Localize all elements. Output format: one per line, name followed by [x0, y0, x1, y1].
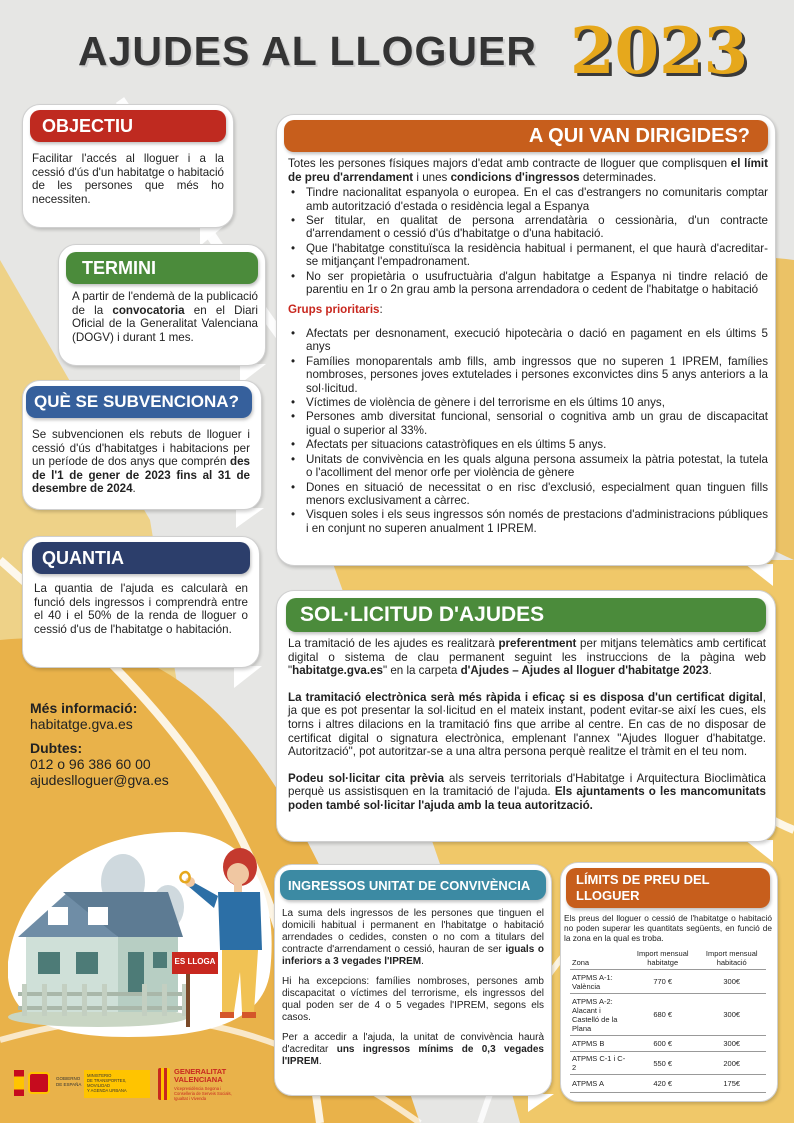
- solicitud-p1-a: La tramitació de les ajudes es realitzarà: [288, 637, 499, 650]
- group-item: • Afectats per desnonament, execució hipotecària o dació en pagament en els últims 5 anys: [288, 327, 768, 354]
- group-item: • Dones en situació de necessitat o en risc d'exclusió, especialment quan tinguen fills menors exclusivament a càrrec.: [288, 481, 768, 508]
- groups-list: [288, 327, 768, 535]
- conselleria-line1: Vicepresidència Segona i: [174, 1086, 222, 1091]
- col-habitatge: Import mensual habitatge: [628, 947, 697, 970]
- solicitud-p2-c: , ja que es pot presentar la sol·licitud en el mateix instant, podent evitar-se així les cues, els torns i altres dilacions en la tramitació fins que arribe al centre. En cas de no disposar de certificat digital o signatura electrònica, emplenant l'annex "Ajudes lloguer d'habitatge. Autorització", pot autoritzar-se a una altra persona perquè realitze el tràmit en el teu nom.: [288, 690, 766, 759]
- quantia-heading: QUANTIA: [32, 542, 250, 574]
- termini-text: [72, 290, 258, 344]
- info-email[interactable]: ajudeslloguer@gva.es: [30, 772, 169, 788]
- ingressos-body: [282, 908, 544, 1068]
- page-title: AJUDES AL LLOGUER: [78, 28, 537, 74]
- cell-habitatge: 420 €: [628, 1075, 697, 1093]
- solicitud-p1-b: preferentment: [498, 637, 577, 650]
- info-block: [30, 700, 250, 788]
- solicitud-p2: [288, 691, 766, 759]
- cell-habitacio: 300€: [697, 970, 766, 994]
- ingressos-p1: [282, 908, 544, 968]
- solicitud-p3-d: Els ajuntaments o les mancomunitats poden també sol·licitar l'ajuda amb la teua autorització.: [288, 785, 766, 812]
- termini-heading: TERMINI: [66, 252, 258, 284]
- solicitud-p3: [288, 772, 766, 813]
- quantia-tail: [234, 666, 262, 688]
- gva-line2: VALENCIANA: [174, 1075, 223, 1084]
- solicitud-p3-c: als serveis territorials d'Habitatge i Arquitectura Bioclimàtica perquè us assistisquen en la tramitació de l'ajuda.: [288, 771, 766, 799]
- cell-habitacio: 200€: [697, 1052, 766, 1075]
- conselleria-line3: Igualtat i Vivenda: [174, 1096, 207, 1101]
- ministerio-box: [84, 1070, 150, 1098]
- dirigides-tail: [745, 564, 773, 586]
- cell-habitatge: 680 €: [628, 994, 697, 1036]
- col-habitacio: Import mensual habitació: [697, 947, 766, 970]
- dubtes-label: Dubtes:: [30, 740, 83, 756]
- dirigides-intro-b1: el límit de preu d'arrendament: [288, 157, 768, 184]
- solicitud-p1-e: " en la carpeta: [382, 664, 461, 678]
- group-item: • Víctimes de violència de gènere i del terrorisme en els últims 10 anys,: [288, 396, 768, 409]
- group-item: • Afectats per situacions catastròfiques en els últims 5 anys.: [288, 438, 768, 451]
- gobierno-label: [56, 1076, 81, 1087]
- cell-habitacio: 300€: [697, 1036, 766, 1052]
- requirement-item: • Tindre nacionalitat espanyola o europea. En el cas d'estrangers no comunitaris comptar amb autorització d'estada o residència legal a Espanya: [288, 186, 768, 213]
- cell-zona: ATPMS A-1: València: [570, 970, 628, 994]
- solicitud-p1: [288, 637, 766, 678]
- cell-habitatge: 600 €: [628, 1036, 697, 1052]
- solicitud-p1-c: per mitjans telemàtics amb certificat digital o sistema de clau permanent seguint les instruccions de la pàgina web ": [288, 637, 766, 678]
- limits-intro: Els preus del lloguer o cessió de l'habitatge o habitació no poden superar les quantitats següents, en funció de la zona en la qual es troba.: [564, 913, 772, 943]
- groups-heading: [288, 303, 768, 317]
- gva-label: [174, 1068, 226, 1084]
- cell-zona: ATPMS C-1 i C-2: [570, 1052, 628, 1075]
- dirigides-intro-b2: condicions d'ingressos: [450, 170, 580, 184]
- info-website[interactable]: habitatge.gva.es: [30, 716, 133, 732]
- ingressos-p2: Hi ha excepcions: famílies nombroses, persones amb discapacitat o víctimes del terrorisme, els ingressos del qual poden ser de 4 o 5 vegades l'IPREM, segons els casos.: [282, 976, 544, 1023]
- ingressos-p1-c: .: [421, 956, 424, 967]
- page-year: 2023: [570, 14, 749, 89]
- limits-table: [570, 947, 766, 1093]
- dirigides-intro-c: i unes: [413, 170, 451, 184]
- gva-line1: GENERALITAT: [174, 1067, 227, 1076]
- termini-text-bold: convocatoria: [112, 303, 185, 317]
- info-label: Més informació:: [30, 700, 138, 716]
- min-line1: MINISTERIO: [87, 1073, 112, 1078]
- subvenciona-text-b: .: [132, 482, 136, 496]
- ingressos-p3-a: Per a accedir a l'ajuda, la unitat de convivència haurà d'acreditar: [282, 1032, 544, 1055]
- termini-text-a: A partir de l'endemà de la publicació de la: [72, 290, 258, 317]
- group-item: • Visquen soles i els seus ingressos són només de prestacions d'administracions públiques i en conjunt no superen anualment 1 IPREM.: [288, 508, 768, 535]
- subvenciona-tail: [236, 508, 264, 528]
- solicitud-heading: SOL·LICITUD D'AJUDES: [286, 598, 766, 632]
- solicitud-body: [288, 637, 766, 813]
- objectiu-tail: [200, 226, 224, 246]
- min-line3: Y AGENDA URBANA: [87, 1088, 127, 1093]
- limits-body: [564, 913, 772, 1093]
- objectiu-heading: OBJECTIU: [30, 110, 226, 142]
- groups-label: Grups prioritaris: [288, 303, 380, 317]
- ingressos-p3-b: uns ingressos mínims de 0,3 vegades l'IPREM: [282, 1044, 544, 1067]
- subvenciona-text-a: Se subvencionen els rebuts de lloguer i cessió d'ús d'habitatges i habitacions per un període de dos anys que comprén: [32, 428, 250, 469]
- house-illustration: [8, 812, 278, 1042]
- ingressos-p1-b: iguals o inferiors a 3 vegades l'IPREM: [282, 944, 544, 967]
- cell-habitacio: 175€: [697, 1075, 766, 1093]
- sign-text: ES LLOGA: [174, 957, 216, 966]
- cell-zona: ATPMS B: [570, 1036, 628, 1052]
- termini-text-b: en el Diari Oficial de la Generalitat Valenciana (DOGV) i durant 1 mes.: [72, 303, 258, 344]
- limits-heading: LÍMITS DE PREU DEL LLOGUER: [566, 868, 770, 908]
- solicitud-website[interactable]: habitatge.gva.es: [292, 664, 383, 678]
- col-zona: Zona: [570, 947, 628, 970]
- dirigides-intro-d: determinades.: [579, 170, 657, 184]
- group-item: • Persones amb diversitat funcional, sensorial o cognitiva amb un grau de discapacitat igual o superior al 33%.: [288, 410, 768, 437]
- footer-logos: [12, 1066, 272, 1106]
- min-line2: DE TRANSPORTES, MOVILIDAD: [87, 1078, 127, 1088]
- table-row: [570, 1052, 766, 1075]
- subvenciona-text-bold: des de l'1 de gener de 2023 fins al 31 de desembre de 2024: [32, 455, 250, 496]
- solicitud-p3-b: Podeu sol·licitar cita prèvia: [288, 771, 445, 785]
- table-row: [570, 970, 766, 994]
- dirigides-body: [288, 157, 768, 536]
- group-item: • Unitats de convivència en les quals alguna persona assumeix la pàtria potestat, la tutela o l'acolliment del menor orfe per violència de gènere: [288, 453, 768, 480]
- ingressos-p1-a: La suma dels ingressos de les persones que tinguen el domicili habitual i permanent en l'habitatge o habitació arrendades o cedides, consten o no com a titulars del contracte d'arrendament o cessió, hauran de ser: [282, 908, 544, 955]
- gob-line2: DE ESPAÑA: [56, 1081, 82, 1087]
- table-row: [570, 1075, 766, 1093]
- group-item: • Famílies monoparentals amb fills, amb ingressos que no superen 1 IPREM, famílies nombroses, persones joves extutelades i persones exconvictes dins 5 anys anteriors a la sol·licitud.: [288, 355, 768, 395]
- cell-habitatge: 770 €: [628, 970, 697, 994]
- info-phone[interactable]: 012 o 96 386 60 00: [30, 756, 151, 772]
- ingressos-p3-c: .: [318, 1056, 322, 1067]
- solicitud-tail: [745, 840, 773, 862]
- solicitud-p1-f: d'Ajudes – Ajudes al lloguer d'habitatge 2023: [460, 664, 709, 678]
- ingressos-heading: INGRESSOS UNITAT DE CONVIVÈNCIA: [280, 870, 546, 900]
- table-row: [570, 994, 766, 1036]
- conselleria-line2: Conselleria de Serveis Socials,: [174, 1091, 232, 1096]
- dirigides-intro-a: Totes les persones físiques majors d'edat amb contracte de lloguer que complisquen: [288, 157, 731, 170]
- cell-habitacio: 300€: [697, 994, 766, 1036]
- subvenciona-text: [32, 428, 250, 496]
- requirement-item: • No ser propietària o usufructuària d'algun habitatge a Espanya ni tindre relació de parentiu en 1r o 2n grau amb la persona arrendadora o cedent de l'habitatge o habitació: [288, 270, 768, 297]
- cell-zona: ATPMS A-2: Alacant i Castelló de la Plana: [570, 994, 628, 1036]
- dirigides-intro: [288, 157, 768, 184]
- table-row: [570, 1036, 766, 1052]
- quantia-text: La quantia de l'ajuda es calcularà en funció dels ingressos i comprendrà entre el 40 i el 50% de la renda de lloguer o cessió d'us de l'habitatge o habitación.: [34, 582, 248, 636]
- cell-habitatge: 550 €: [628, 1052, 697, 1075]
- limits-table-header: [570, 947, 766, 970]
- requirement-item: • Que l'habitatge constituïsca la residència habitual i permanent, el que haurà d'acreditar-se mitjançant l'empadronament.: [288, 242, 768, 269]
- solicitud-p1-g: .: [708, 664, 712, 678]
- objectiu-text: Facilitar l'accés al lloguer i a la cessió d'ús d'un habitatge o habitació de les persones que més ho necessiten.: [32, 152, 224, 206]
- subvenciona-heading: QUÈ SE SUBVENCIONA?: [26, 386, 252, 418]
- conselleria-label: [174, 1086, 232, 1101]
- dirigides-heading: A QUI VAN DIRIGIDES?: [284, 120, 768, 152]
- spain-coat-of-arms-icon: [28, 1072, 50, 1094]
- gob-line1: GOBIERNO: [56, 1076, 81, 1081]
- cell-zona: ATPMS A: [570, 1075, 628, 1093]
- gva-logo-icon: [158, 1068, 170, 1100]
- groups-colon: :: [379, 303, 383, 317]
- ingressos-p3: [282, 1032, 544, 1068]
- solicitud-p2-b: La tramitació electrònica serà més ràpida i eficaç si es disposa d'un certificat digital: [288, 690, 763, 704]
- spain-flag-icon: [14, 1070, 24, 1096]
- ingressos-tail: [528, 1094, 554, 1112]
- requirements-list: [288, 186, 768, 296]
- requirement-item: • Ser titular, en qualitat de persona arrendatària o cessionària, d'un contracte d'arrendament o cessió d'ús d'habitatge o d'una habitació.: [288, 214, 768, 241]
